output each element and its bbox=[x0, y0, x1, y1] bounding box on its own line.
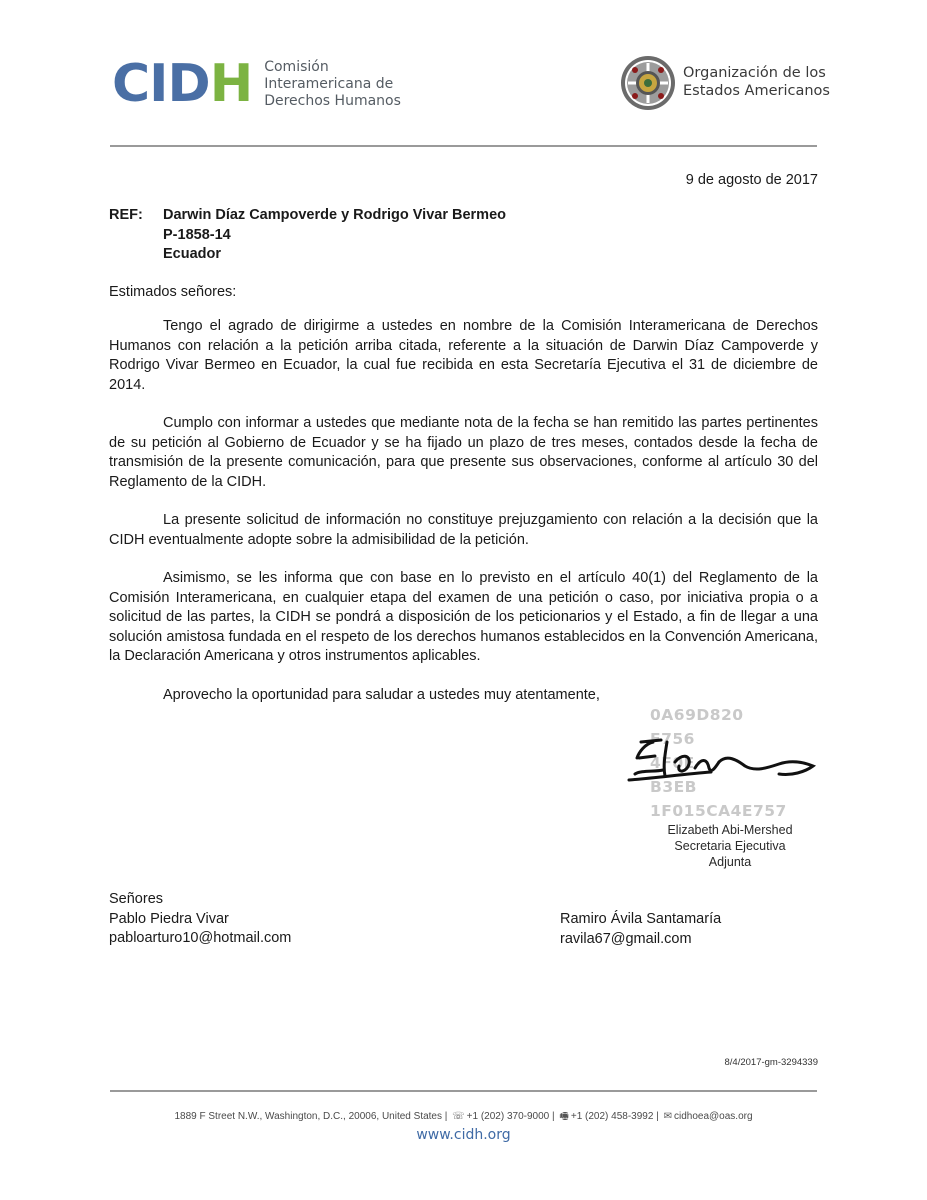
footer-phone: +1 (202) 370-9000 | bbox=[466, 1111, 555, 1122]
footer-divider bbox=[110, 1090, 817, 1092]
footer-address: 1889 F Street N.W., Washington, D.C., 20006, United States | bbox=[174, 1111, 448, 1122]
recipients-heading: Señores bbox=[109, 891, 164, 907]
paragraph: La presente solicitud de información no constituye prejuzgamiento con relación a la decisión que la CIDH eventualmente adopte sobre la admisibilidad de la petición. bbox=[109, 512, 818, 548]
ref-label: REF: bbox=[109, 207, 143, 223]
cidh-logo bbox=[112, 54, 401, 114]
paragraph: Asimismo, se les informa que con base en lo previsto en el artículo 40(1) del Reglamento de la Comisión Interamericana, en cualquier etapa del examen de una petición o caso, por iniciativa propia o a solicitud de las partes, la CIDH se pondrá a disposición de los peticionarios y el Estado, a fin de llegar a una solución amistosa fundada en el respeto de los derechos humanos establecidos en la Convención Americana, la Declaración Americana y otros instrumentos aplicables. bbox=[109, 570, 818, 664]
salutation: Estimados señores: bbox=[109, 284, 237, 300]
handwritten-signature bbox=[615, 728, 825, 798]
signatory-name: Elizabeth Abi-Mershed bbox=[667, 823, 793, 837]
footer-contact bbox=[0, 1109, 927, 1126]
letter-date: 9 de agosto de 2017 bbox=[685, 172, 818, 188]
signatory-block bbox=[640, 822, 820, 870]
signatory-title-2: Adjunta bbox=[708, 855, 752, 869]
paragraph: Tengo el agrado de dirigirme a ustedes en nombre de la Comisión Interamericana de Derechos Humanos con relación a la petición arriba citada, referente a la situación de Darwin Díaz Campoverde y Rodrigo Vivar Bermeo en Ecuador, la cual fue recibida en esta Secretaría Ejecutiva el 31 de diciembre de 2014. bbox=[109, 318, 818, 393]
recipients-right bbox=[560, 910, 721, 949]
oas-seal-icon bbox=[620, 55, 676, 111]
recipient-name: Ramiro Ávila Santamaría bbox=[560, 911, 722, 927]
closing-line: Aprovecho la oportunidad para saludar a ustedes muy atentamente, bbox=[163, 687, 600, 703]
footer-fax: +1 (202) 458-3992 | bbox=[570, 1111, 659, 1122]
ref-number: P-1858-14 bbox=[163, 226, 231, 243]
footer-website: www.cidh.org bbox=[416, 1127, 511, 1143]
signatory-title: Secretaria Ejecutiva bbox=[674, 839, 786, 853]
phone-icon: ☏ bbox=[452, 1111, 465, 1122]
recipient-name: Pablo Piedra Vivar bbox=[109, 910, 229, 927]
signature-hash: 0A69D820 F756 4F0E B3EB 1F015CA4E757 bbox=[650, 706, 787, 820]
cidh-logo-text: Comisión Interamericana de Derechos Humanos bbox=[264, 58, 401, 109]
oas-logo-text: Organización de los Estados Americanos bbox=[683, 65, 830, 99]
ref-country: Ecuador bbox=[163, 246, 222, 262]
recipients-left bbox=[109, 890, 291, 949]
ref-subject: Darwin Díaz Campoverde y Rodrigo Vivar Bermeo bbox=[163, 207, 507, 223]
mail-icon: ✉ bbox=[663, 1111, 672, 1122]
header-divider bbox=[110, 145, 817, 147]
recipient-email: pabloarturo10@hotmail.com bbox=[109, 930, 292, 946]
paragraph: Cumplo con informar a ustedes que mediante nota de la fecha se han remitido las partes pertinentes de su petición al Gobierno de Ecuador y se ha fijado un plazo de tres meses, contados desde la fecha de transmisión de la presente comunicación, para que presente sus observaciones, conforme al artículo 30 del Reglamento de la CIDH. bbox=[109, 415, 818, 490]
recipient-email: ravila67@gmail.com bbox=[560, 930, 692, 947]
document-id: 8/4/2017-gm-3294339 bbox=[724, 1057, 818, 1068]
fax-icon: 🖷 bbox=[559, 1111, 569, 1122]
cidh-logo-mark: CIDH bbox=[112, 54, 253, 114]
footer-email: cidhoea@oas.org bbox=[673, 1111, 753, 1122]
ref-block bbox=[163, 206, 506, 265]
